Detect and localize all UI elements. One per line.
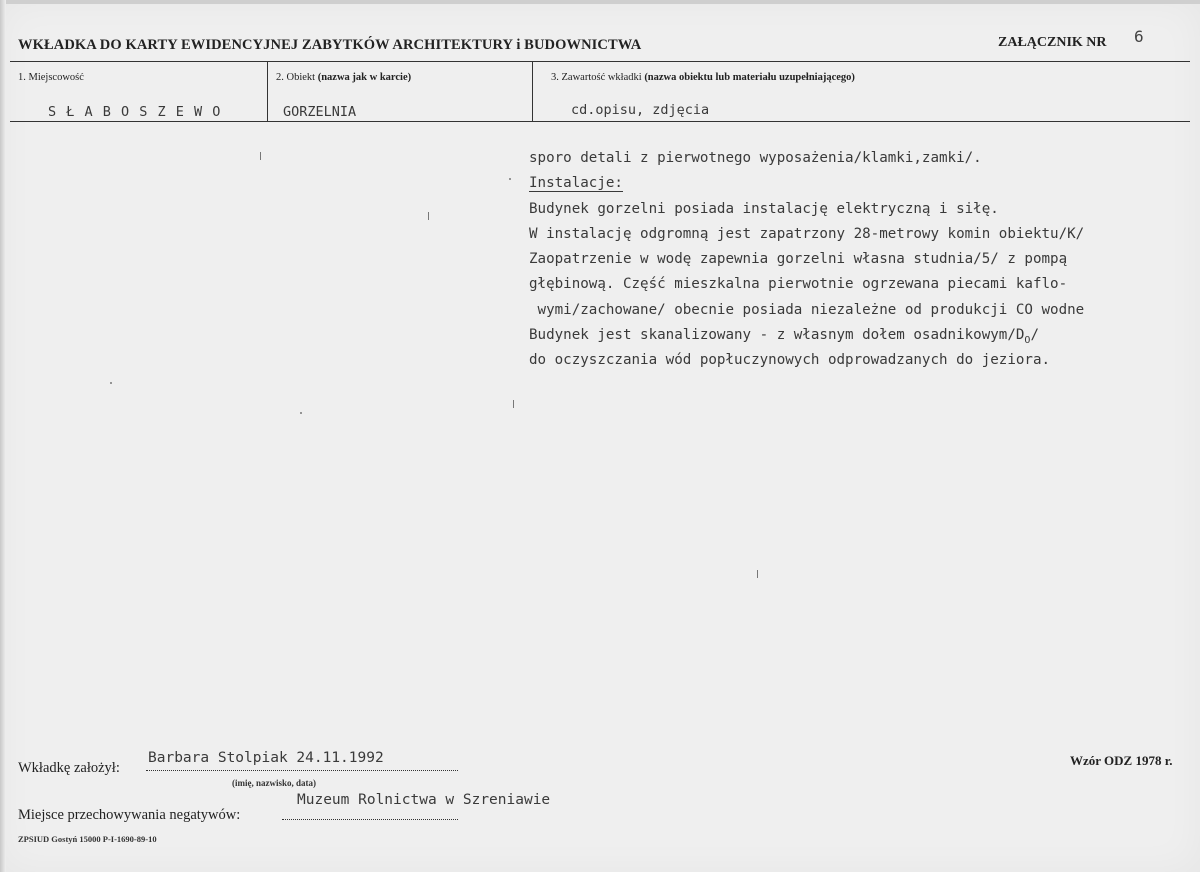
paper-speck bbox=[110, 382, 112, 384]
installations-heading-text: Instalacje: bbox=[529, 175, 623, 192]
object-value: GORZELNIA bbox=[283, 104, 357, 120]
field-divider-2 bbox=[532, 62, 533, 122]
negatives-value: Muzeum Rolnictwa w Szreniawie bbox=[297, 792, 551, 808]
card-title: WKŁADKA DO KARTY EWIDENCYJNEJ ZABYTKÓW ARCHITEKTURY i BUDOWNICTWA bbox=[18, 37, 642, 53]
form-model-label: Wzór ODZ 1978 r. bbox=[1070, 753, 1173, 768]
description-line: W instalację odgromną jest zapatrzony 28-metrowy komin obiektu/K/ bbox=[529, 225, 1085, 242]
paper-speck bbox=[300, 412, 302, 414]
description-line: do oczyszczania wód popłuczynowych odprowadzanych do jeziora. bbox=[529, 352, 1051, 369]
fields-rule bbox=[10, 121, 1190, 122]
paper-speck bbox=[509, 178, 511, 180]
description-line: głębinową. Część mieszkalna pierwotnie ogrzewana piecami kaflo- bbox=[529, 276, 1068, 293]
sewer-subscript: O bbox=[1024, 335, 1031, 347]
paper-mark bbox=[260, 152, 261, 160]
description-text bbox=[529, 146, 1200, 374]
description-line: sporo detali z pierwotnego wyposażenia/klamki,zamki/. bbox=[529, 150, 982, 166]
installations-heading bbox=[529, 171, 1200, 196]
description-line: Zaopatrzenie w wodę zapewnia gorzelni własna studnia/5/ z pompą bbox=[529, 251, 1068, 268]
negatives-label: Miejsce przechowywania negatywów: bbox=[18, 807, 241, 823]
annex-label: ZAŁĄCZNIK NR bbox=[998, 35, 1107, 50]
description-line: Budynek gorzelni posiada instalację elektryczną i siłę. bbox=[529, 200, 999, 217]
prepared-by-value: Barbara Stolpiak 24.11.1992 bbox=[148, 750, 384, 766]
locality-value: S Ł A B O S Z E W O bbox=[48, 104, 222, 120]
paper-mark bbox=[757, 570, 758, 578]
negatives-dotted-line bbox=[282, 819, 458, 820]
description-line-sewer bbox=[529, 323, 1200, 348]
annex-number: 6 bbox=[1134, 27, 1144, 46]
prepared-by-label: Wkładkę założył: bbox=[18, 760, 120, 776]
paper-mark bbox=[513, 400, 514, 408]
contents-label-note: (nazwa obiektu lub materiału uzupełniającego) bbox=[644, 72, 855, 83]
contents-value: cd.opisu, zdjęcia bbox=[571, 102, 710, 118]
contents-label bbox=[551, 72, 855, 83]
card-top-edge bbox=[0, 0, 1200, 4]
description-line: wymi/zachowane/ obecnie posiada niezależne od produkcji CO wodne bbox=[529, 301, 1085, 318]
sewer-text: Budynek jest skanalizowany - z własnym dołem osadnikowym/D bbox=[529, 327, 1025, 344]
object-label-note: (nazwa jak w karcie) bbox=[317, 72, 412, 83]
object-label bbox=[276, 72, 411, 83]
sewer-suffix: / bbox=[1030, 327, 1039, 344]
header-rule bbox=[10, 61, 1190, 62]
prepared-by-dotted-line bbox=[146, 770, 458, 771]
card-left-edge bbox=[0, 0, 6, 872]
field-divider-1 bbox=[267, 62, 268, 122]
locality-label: 1. Miejscowość bbox=[18, 72, 84, 83]
prepared-by-caption: (imię, nazwisko, data) bbox=[232, 778, 316, 788]
object-label-number: 2. Obiekt bbox=[276, 72, 316, 83]
printer-note: ZPSIUD Gostyń 15000 P-I-1690-89-10 bbox=[18, 834, 157, 844]
contents-label-number: 3. Zawartość wkładki bbox=[551, 72, 642, 83]
paper-mark bbox=[428, 212, 429, 220]
